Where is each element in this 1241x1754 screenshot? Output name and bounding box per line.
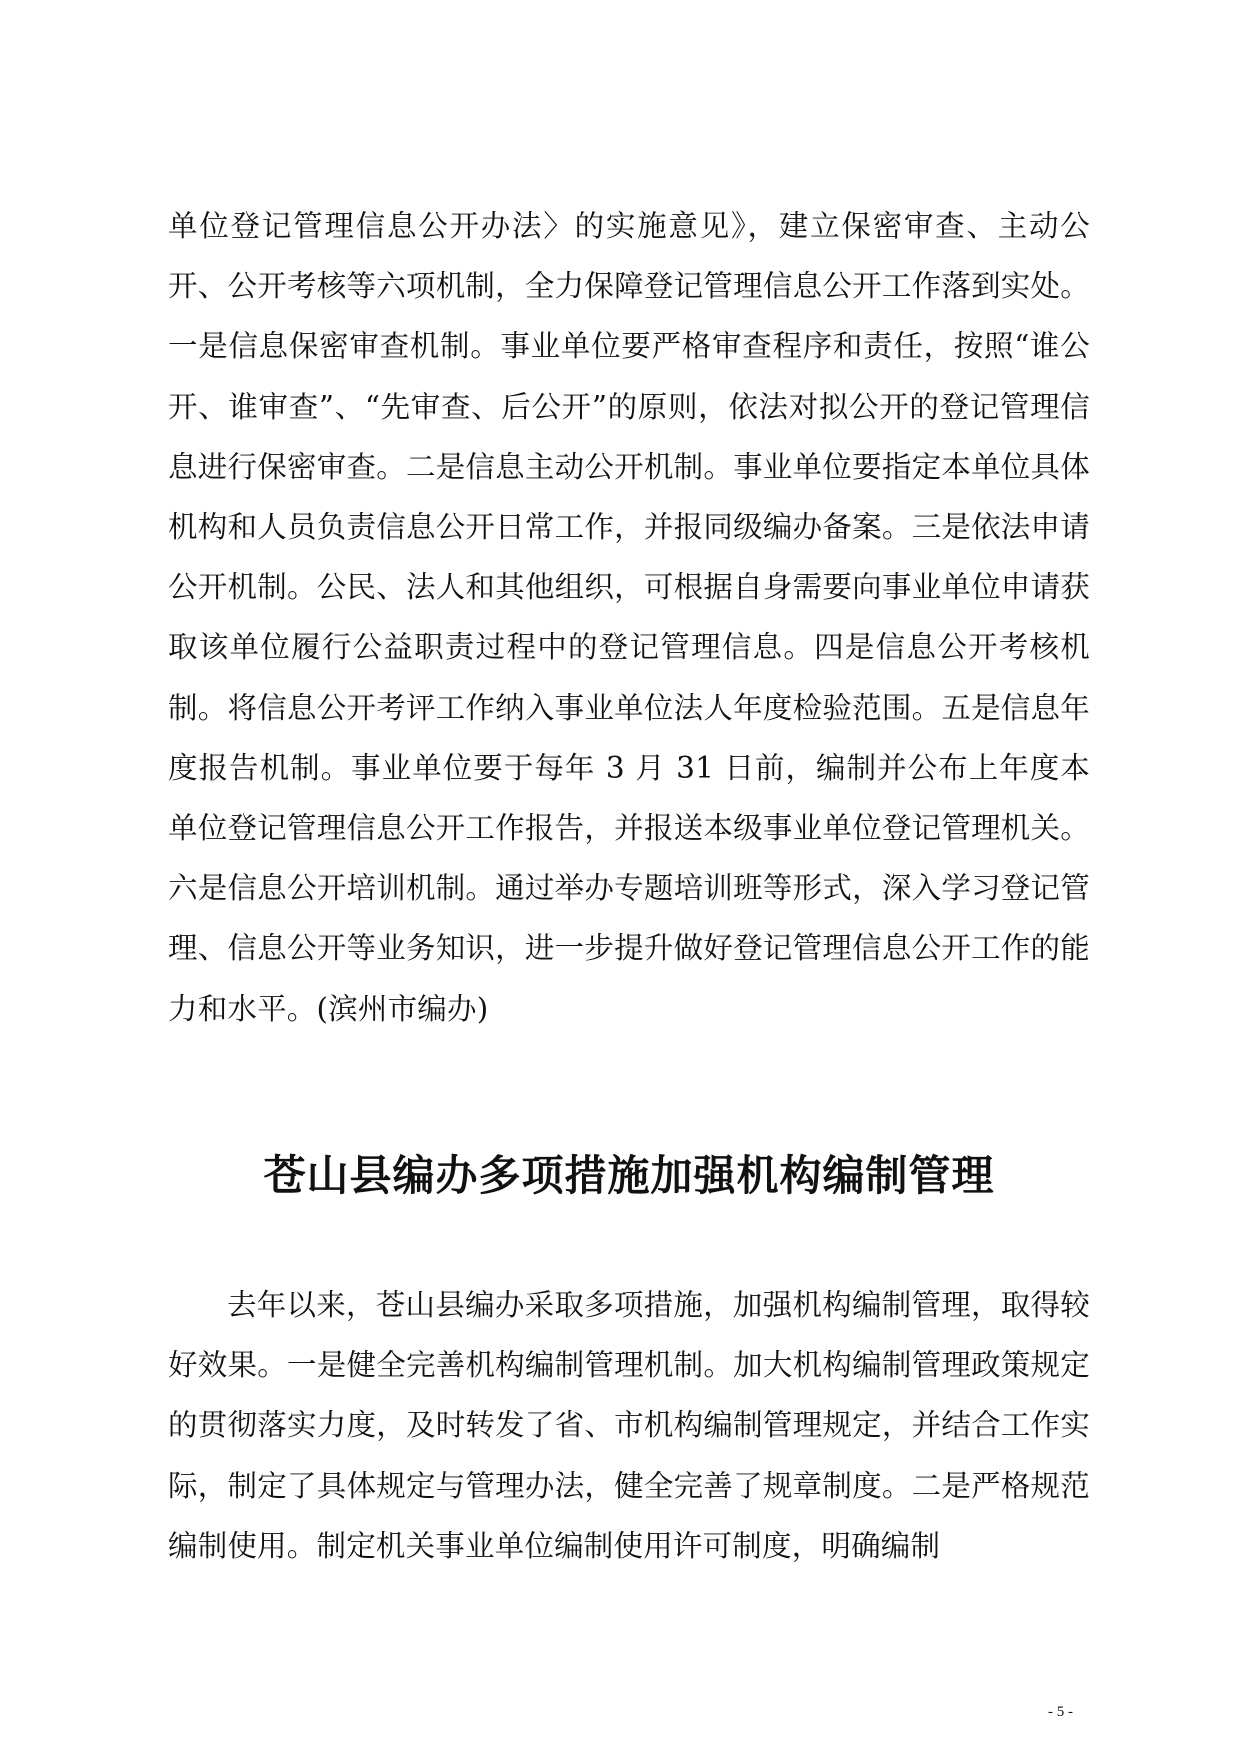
page-number: - 5 -: [1048, 1704, 1073, 1720]
continued-paragraph: 单位登记管理信息公开办法〉的实施意见》，建立保密审查、主动公开、公开考核等六项机制，全力保障登记管理信息公开工作落到实处。一是信息保密审查机制。事业单位要严格审查程序和责任，按照“谁公开、谁审查”、“先审查、后公开”的原则，依法对拟公开的登记管理信息进行保密审查。二是信息主动公开机制。事业单位要指定本单位具体机构和人员负责信息公开日常工作，并报同级编办备案。三是依法申请公开机制。公民、法人和其他组织，可根据自身需要向事业单位申请获取该单位履行公益职责过程中的登记管理信息。四是信息公开考核机制。将信息公开考评工作纳入事业单位法人年度检验范围。五是信息年度报告机制。事业单位要于每年 3 月 31 日前，编制并公布上年度本单位登记管理信息公开工作报告，并报送本级事业单位登记管理机关。六是信息公开培训机制。通过举办专题培训班等形式，深入学习登记管理、信息公开等业务知识，进一步提升做好登记管理信息公开工作的能力和水平。(滨州市编办): [168, 209, 1090, 1026]
article-title: 苍山县编办多项措施加强机构编制管理: [263, 1151, 995, 1200]
article-body-paragraph: 去年以来，苍山县编办采取多项措施，加强机构编制管理，取得较好效果。一是健全完善机构编制管理机制。加大机构编制管理政策规定的贯彻落实力度，及时转发了省、市机构编制管理规定，并结合工作实际，制定了具体规定与管理办法，健全完善了规章制度。二是严格规范编制使用。制定机关事业单位编制使用许可制度，明确编制: [168, 1288, 1090, 1563]
